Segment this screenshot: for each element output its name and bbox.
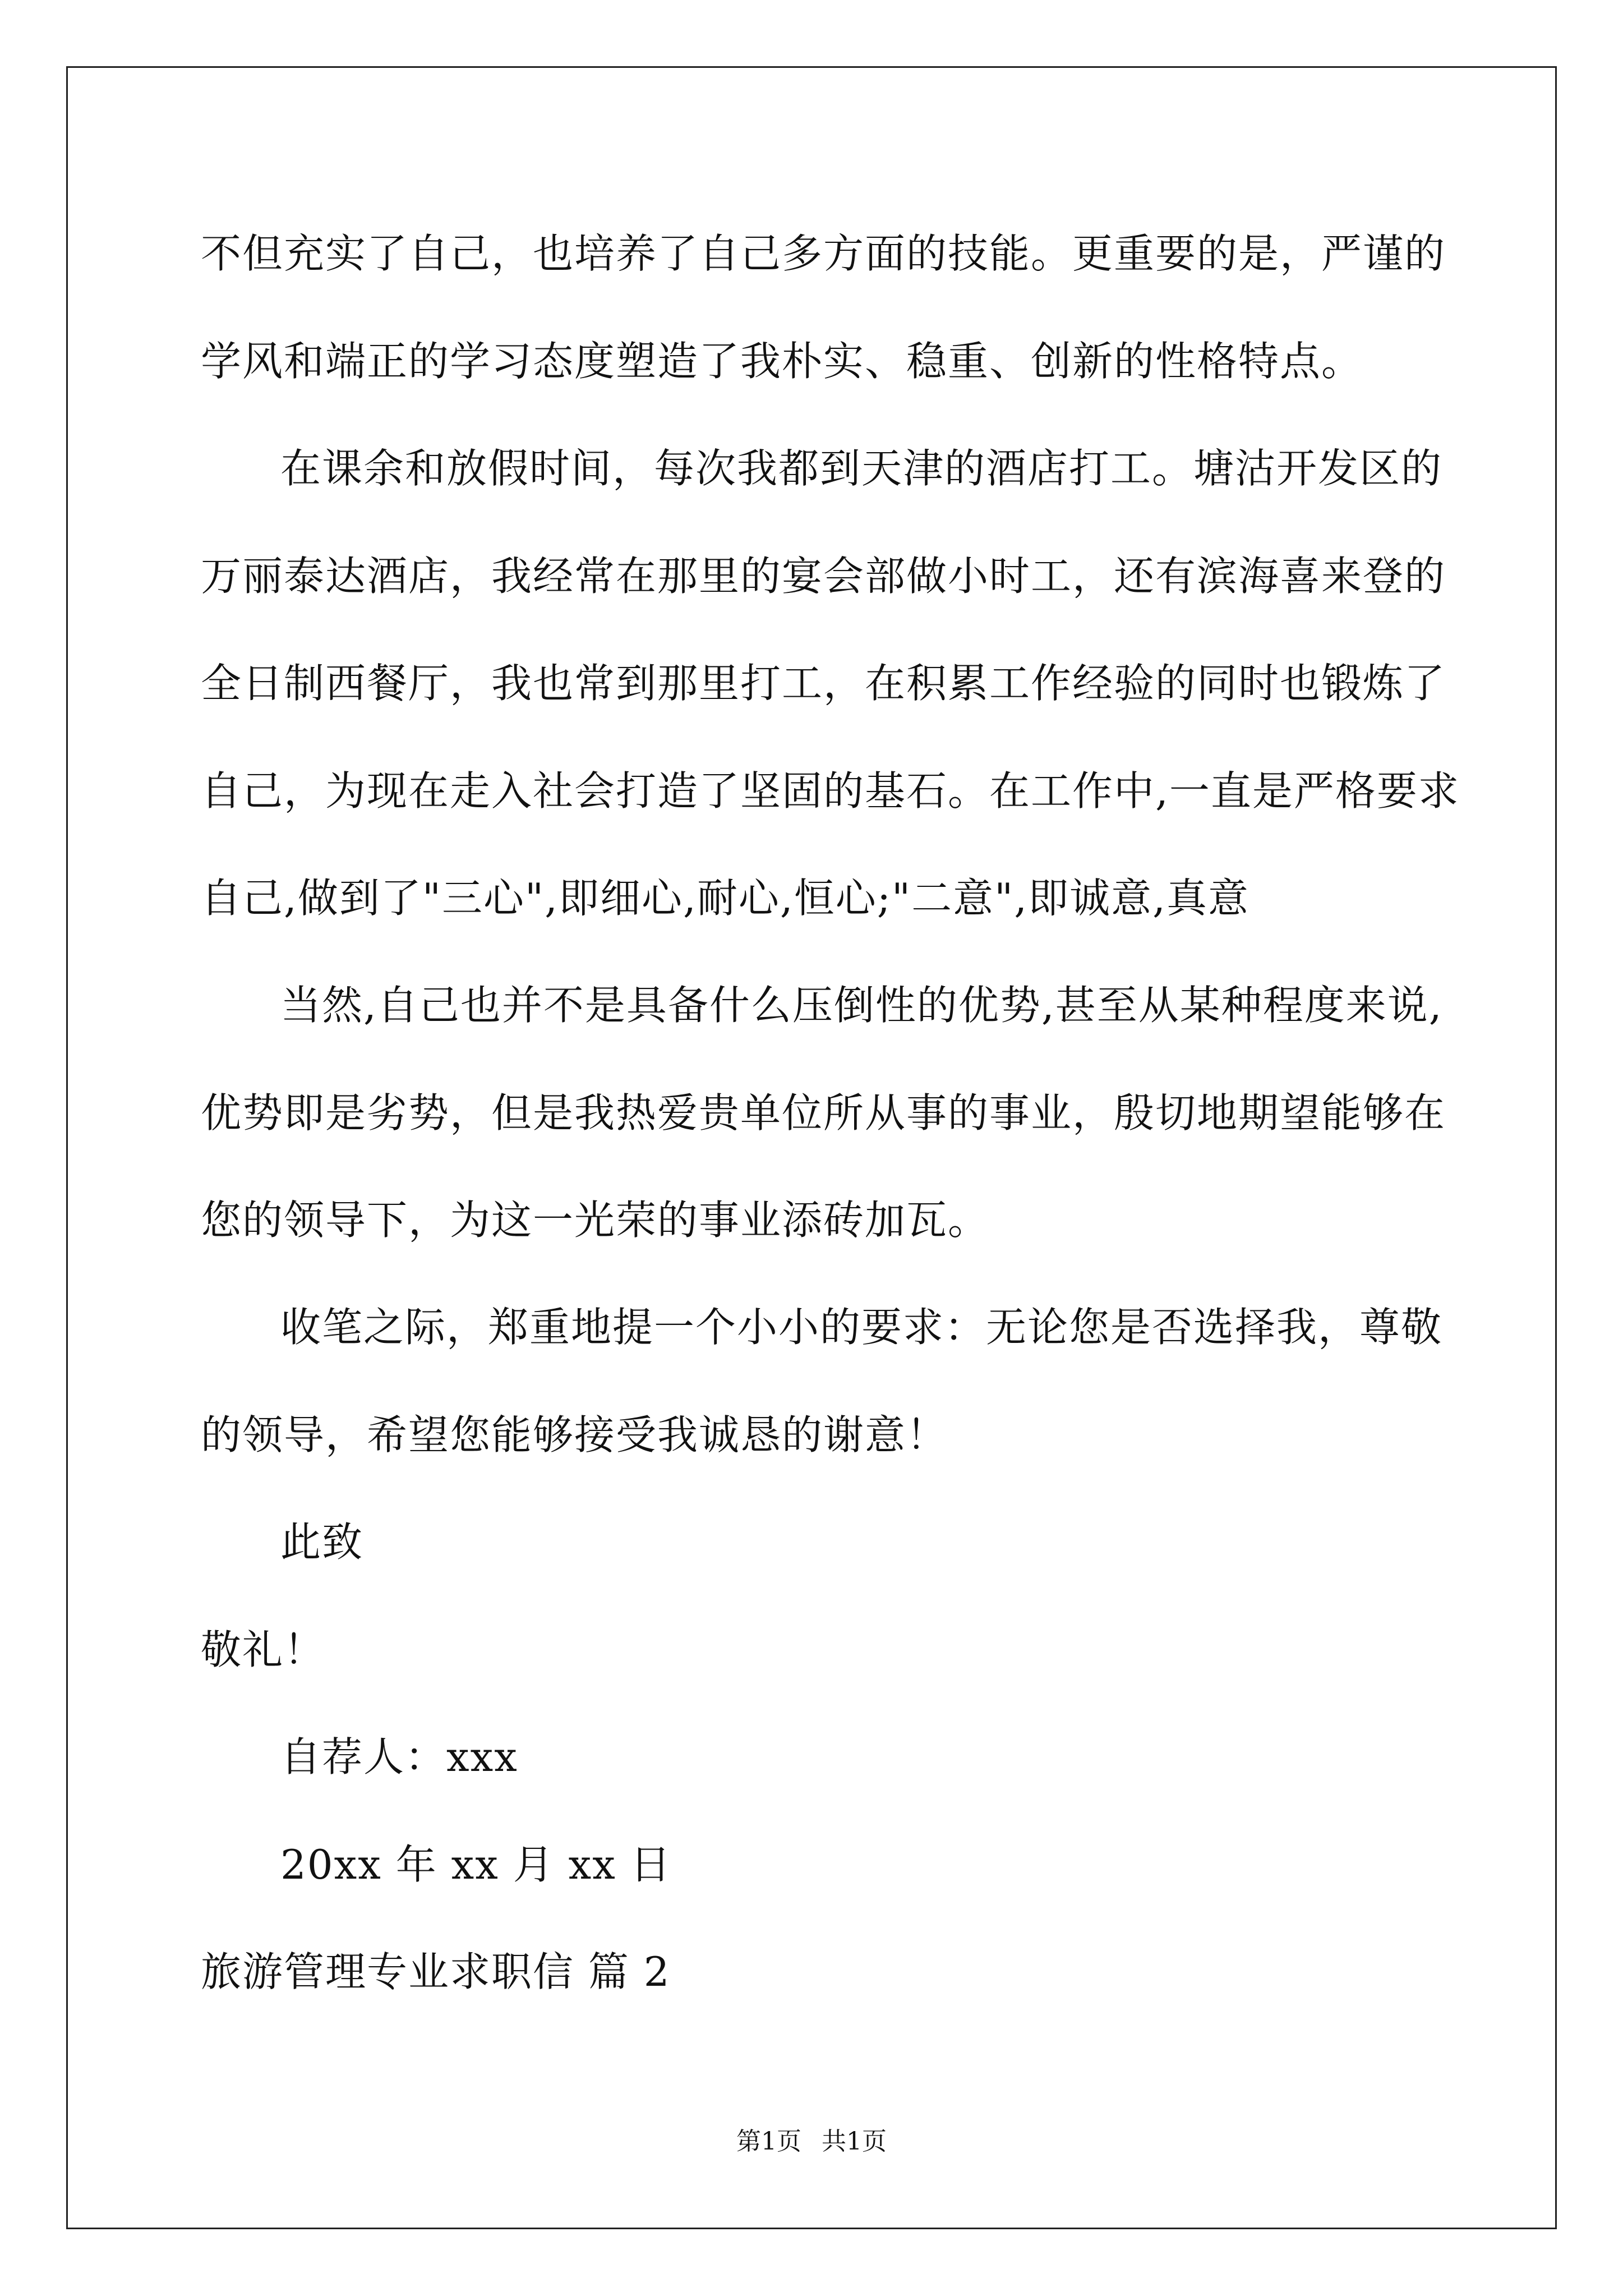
body-line: 自己,做到了"三心",即细心,耐心,恒心;"二意",即诚意,真意 [201,875,1250,922]
body-line: 万丽泰达酒店，我经常在那里的宴会部做小时工，还有滨海喜来登的 [201,553,1446,600]
body-line: 学风和端正的学习态度塑造了我朴实、稳重、创新的性格特点。 [201,338,1363,385]
body-line: 不但充实了自己，也培养了自己多方面的技能。更重要的是，严谨的 [201,230,1446,277]
body-line: 当然,自己也并不是具备什么压倒性的优势,甚至从某种程度来说, [280,982,1443,1029]
body-line: 全日制西餐厅，我也常到那里打工，在积累工作经验的同时也锻炼了 [201,660,1446,707]
body-line: 的领导，希望您能够接受我诚恳的谢意！ [201,1411,948,1458]
signature-line: 自荐人：xxx [280,1733,518,1780]
page-footer [0,2125,1623,2159]
closing-salutation: 此致 [280,1519,364,1566]
page-number: 第1页 [736,2127,801,2156]
closing-regards: 敬礼！ [201,1626,326,1673]
body-line: 优势即是劣势，但是我热爱贵单位所从事的事业，殷切地期望能够在 [201,1089,1446,1137]
section-heading: 旅游管理专业求职信 篇 2 [201,1948,671,1995]
page-total: 共1页 [822,2127,887,2156]
body-line: 自己，为现在走入社会打造了坚固的基石。在工作中,一直是严格要求 [201,767,1460,815]
body-line: 在课余和放假时间，每次我都到天津的酒店打工。塘沽开发区的 [280,445,1443,492]
page-frame [66,66,1557,2229]
date-line: 20xx 年 xx 月 xx 日 [280,1841,672,1888]
body-line: 您的领导下，为这一光荣的事业添砖加瓦。 [201,1197,990,1244]
body-line: 收笔之际，郑重地提一个小小的要求：无论您是否选择我，尊敬 [280,1304,1443,1351]
